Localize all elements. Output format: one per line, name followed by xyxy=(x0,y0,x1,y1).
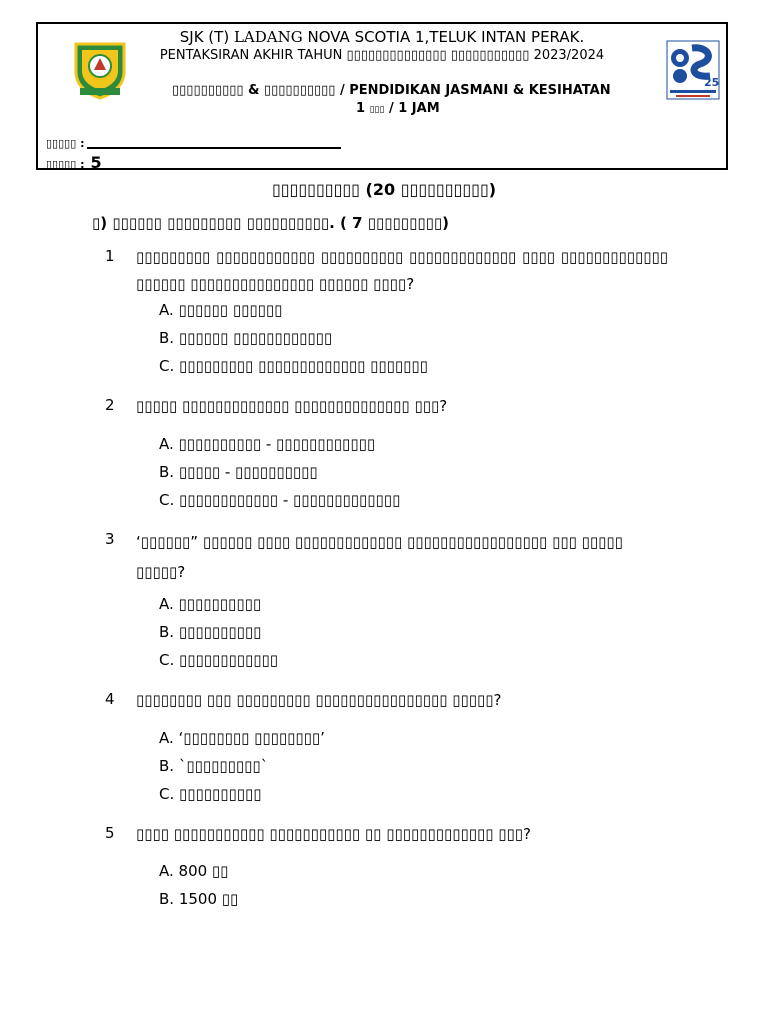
subject-title: ▯▯▯▯▯▯▯▯▯▯ & ▯▯▯▯▯▯▯▯▯▯ / PENDIDIKAN JASMANI & KESIHATAN xyxy=(172,83,611,98)
question-text: ▯▯▯▯▯▯▯▯▯ ▯▯▯▯▯▯▯▯▯▯▯▯ ▯▯▯▯▯▯▯▯▯▯ ▯▯▯▯▯▯▯▯▯▯▯▯▯ ▯▯▯▯ ▯▯▯▯▯▯▯▯▯▯▯▯▯ ▯▯▯▯▯▯ ▯▯▯▯▯▯▯▯▯▯▯▯▯▯▯ ▯▯▯▯▯▯ ▯▯▯▯? xyxy=(136,248,668,293)
answer-option: A. ▯▯▯▯▯▯▯▯▯▯ xyxy=(159,595,262,613)
question-text: ▯▯▯▯▯ ▯▯▯▯▯▯▯▯▯▯▯▯▯ ▯▯▯▯▯▯▯▯▯▯▯▯▯▯ ▯▯▯? xyxy=(136,397,448,415)
student-name-field: ▯▯▯▯▯ : xyxy=(46,137,341,150)
answer-option: A. ‘▯▯▯▯▯▯▯▯ ▯▯▯▯▯▯▯▯’ xyxy=(159,729,325,747)
question-text: ▯▯▯▯ ▯▯▯▯▯▯▯▯▯▯▯ ▯▯▯▯▯▯▯▯▯▯▯ ▯▯ ▯▯▯▯▯▯▯▯▯▯▯▯▯ ▯▯▯? xyxy=(136,825,531,843)
question-number: 1 xyxy=(105,247,115,265)
question-text: ▯▯▯▯▯▯▯▯ ▯▯▯ ▯▯▯▯▯▯▯▯▯ ▯▯▯▯▯▯▯▯▯▯▯▯▯▯▯▯ ▯▯▯▯▯? xyxy=(136,691,502,709)
school-name: SJK (T) LADANG NOVA SCOTIA 1,TELUK INTAN PERAK. xyxy=(179,28,585,46)
question-number: 3 xyxy=(105,530,115,548)
exam-header xyxy=(36,22,728,170)
answer-option: C. ▯▯▯▯▯▯▯▯▯▯▯▯ xyxy=(159,651,279,669)
answer-option: C. ▯▯▯▯▯▯▯▯▯▯▯▯ - ▯▯▯▯▯▯▯▯▯▯▯▯▯ xyxy=(159,491,401,509)
section-title: ▯▯▯▯▯▯▯▯▯▯ (20 ▯▯▯▯▯▯▯▯▯▯) xyxy=(271,180,497,199)
answer-option: C. ▯▯▯▯▯▯▯▯▯▯ xyxy=(159,785,262,803)
answer-option: B. ▯▯▯▯▯ - ▯▯▯▯▯▯▯▯▯▯ xyxy=(159,463,318,481)
ministry-education-logo-icon xyxy=(666,40,720,100)
answer-option: A. 800 ▯▯ xyxy=(159,862,229,880)
answer-option: B. `▯▯▯▯▯▯▯▯▯` xyxy=(159,757,269,775)
logo-number: 25 xyxy=(704,76,720,89)
answer-option: B. ▯▯▯▯▯▯▯▯▯▯ xyxy=(159,623,262,641)
answer-option: A. ▯▯▯▯▯▯ ▯▯▯▯▯▯ xyxy=(159,301,283,319)
answer-option: B. ▯▯▯▯▯▯ ▯▯▯▯▯▯▯▯▯▯▯▯ xyxy=(159,329,333,347)
assessment-title: PENTAKSIRAN AKHIR TAHUN ▯▯▯▯▯▯▯▯▯▯▯▯▯▯ ▯▯▯▯▯▯▯▯▯▯▯ 2023/2024 xyxy=(159,48,605,63)
answer-option: C. ▯▯▯▯▯▯▯▯▯ ▯▯▯▯▯▯▯▯▯▯▯▯▯ ▯▯▯▯▯▯▯ xyxy=(159,357,428,375)
question-number: 4 xyxy=(105,690,115,708)
question-number: 5 xyxy=(105,824,115,842)
question-text: ‘▯▯▯▯▯▯” ▯▯▯▯▯▯ ▯▯▯▯ ▯▯▯▯▯▯▯▯▯▯▯▯▯ ▯▯▯▯▯▯▯▯▯▯▯▯▯▯▯▯▯ ▯▯▯ ▯▯▯▯▯ ▯▯▯▯▯? xyxy=(136,533,623,581)
answer-option: A. ▯▯▯▯▯▯▯▯▯▯ - ▯▯▯▯▯▯▯▯▯▯▯▯ xyxy=(159,435,376,453)
answer-option: B. 1500 ▯▯ xyxy=(159,890,239,908)
question-number: 2 xyxy=(105,396,115,414)
exam-duration: 1 ▯▯▯ / 1 JAM xyxy=(356,101,440,116)
name-blank-line xyxy=(87,147,341,149)
student-year: ▯▯▯▯▯ : 5 xyxy=(46,153,102,172)
year-value: 5 xyxy=(90,153,102,172)
section-instruction: ▯) ▯▯▯▯▯▯ ▯▯▯▯▯▯▯▯▯ ▯▯▯▯▯▯▯▯▯▯. ( 7 ▯▯▯▯▯▯▯▯▯) xyxy=(92,214,449,232)
